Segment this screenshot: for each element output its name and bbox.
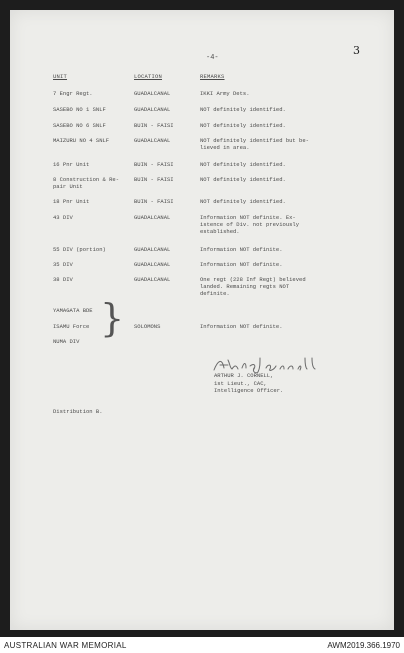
footer-institution: AUSTRALIAN WAR MEMORIAL	[4, 641, 127, 650]
signer-rank: 1st Lieut., CAC,	[214, 379, 267, 387]
remarks-cell: Information NOT definite.	[200, 323, 283, 330]
location-cell: GUADALCANAL	[134, 90, 171, 97]
unit-cell: 16 Pnr Unit	[53, 161, 90, 168]
unit-cell: 43 DIV	[53, 214, 73, 221]
remarks-cell: NOT definitely identified.	[200, 106, 286, 113]
location-cell: BUIN - FAISI	[134, 122, 174, 129]
location-cell: GUADALCANAL	[134, 261, 171, 268]
unit-cell: SASEBO NO 1 SNLF	[53, 106, 106, 113]
location-cell: BUIN - FAISI	[134, 176, 174, 183]
unit-cell: ISAMU Force	[53, 323, 90, 330]
footer-reference: AWM2019.366.1970	[327, 641, 400, 650]
location-cell: GUADALCANAL	[134, 246, 171, 253]
page-number: -4-	[206, 54, 219, 62]
signer-name: ARTHUR J. CORNELL,	[214, 372, 274, 379]
location-cell: BUIN - FAISI	[134, 161, 174, 168]
remarks-cell: NOT definitely identified.	[200, 198, 286, 205]
unit-cell: 7 Engr Regt.	[53, 90, 93, 97]
remarks-cell: NOT definitely identified.	[200, 122, 286, 129]
remarks-cell: Information NOT definite. Ex- istence of Div. not previously established.	[200, 214, 300, 235]
location-cell: GUADALCANAL	[134, 276, 171, 283]
corner-page-mark: 3	[353, 44, 360, 57]
remarks-cell: NOT definitely identified.	[200, 161, 286, 168]
unit-cell: 18 Pnr Unit	[53, 198, 90, 205]
header-unit: UNIT	[53, 73, 68, 80]
unit-cell: SASEBO NO 6 SNLF	[53, 122, 106, 129]
remarks-cell: One regt (228 Inf Regt) believed landed. Remaining regts NOT definite.	[200, 276, 306, 297]
remarks-cell: IKKI Army Dets.	[200, 90, 250, 97]
brace-mark: }	[100, 296, 125, 340]
document-page	[10, 10, 394, 630]
header-location: LOCATION	[134, 73, 163, 80]
location-cell: BUIN - FAISI	[134, 198, 174, 205]
unit-cell: 35 DIV	[53, 261, 73, 268]
unit-cell: NUMA DIV	[53, 338, 80, 345]
location-cell: GUADALCANAL	[134, 214, 171, 221]
remarks-cell: Information NOT definite.	[200, 246, 283, 253]
remarks-cell: Information NOT definite.	[200, 261, 283, 268]
footer-bar	[0, 637, 404, 653]
location-cell: SOLOMONS	[134, 323, 161, 330]
location-cell: GUADALCANAL	[134, 137, 171, 144]
signature-block	[214, 372, 283, 395]
unit-cell: MAIZURU NO 4 SNLF	[53, 137, 110, 144]
unit-cell: 8 Construction & Re- pair Unit	[53, 176, 120, 190]
unit-cell: YAMAGATA BDE	[53, 307, 93, 314]
remarks-cell: NOT definitely identified but be- lieved in area.	[200, 137, 309, 151]
distribution-note: Distribution B.	[53, 408, 103, 415]
header-remarks: REMARKS	[200, 73, 225, 80]
location-cell: GUADALCANAL	[134, 106, 171, 113]
unit-cell: 38 DIV	[53, 276, 73, 283]
remarks-cell: NOT definitely identified.	[200, 176, 286, 183]
signer-title: Intelligence Officer.	[214, 387, 284, 394]
unit-cell: 55 DIV (portion)	[53, 246, 106, 253]
